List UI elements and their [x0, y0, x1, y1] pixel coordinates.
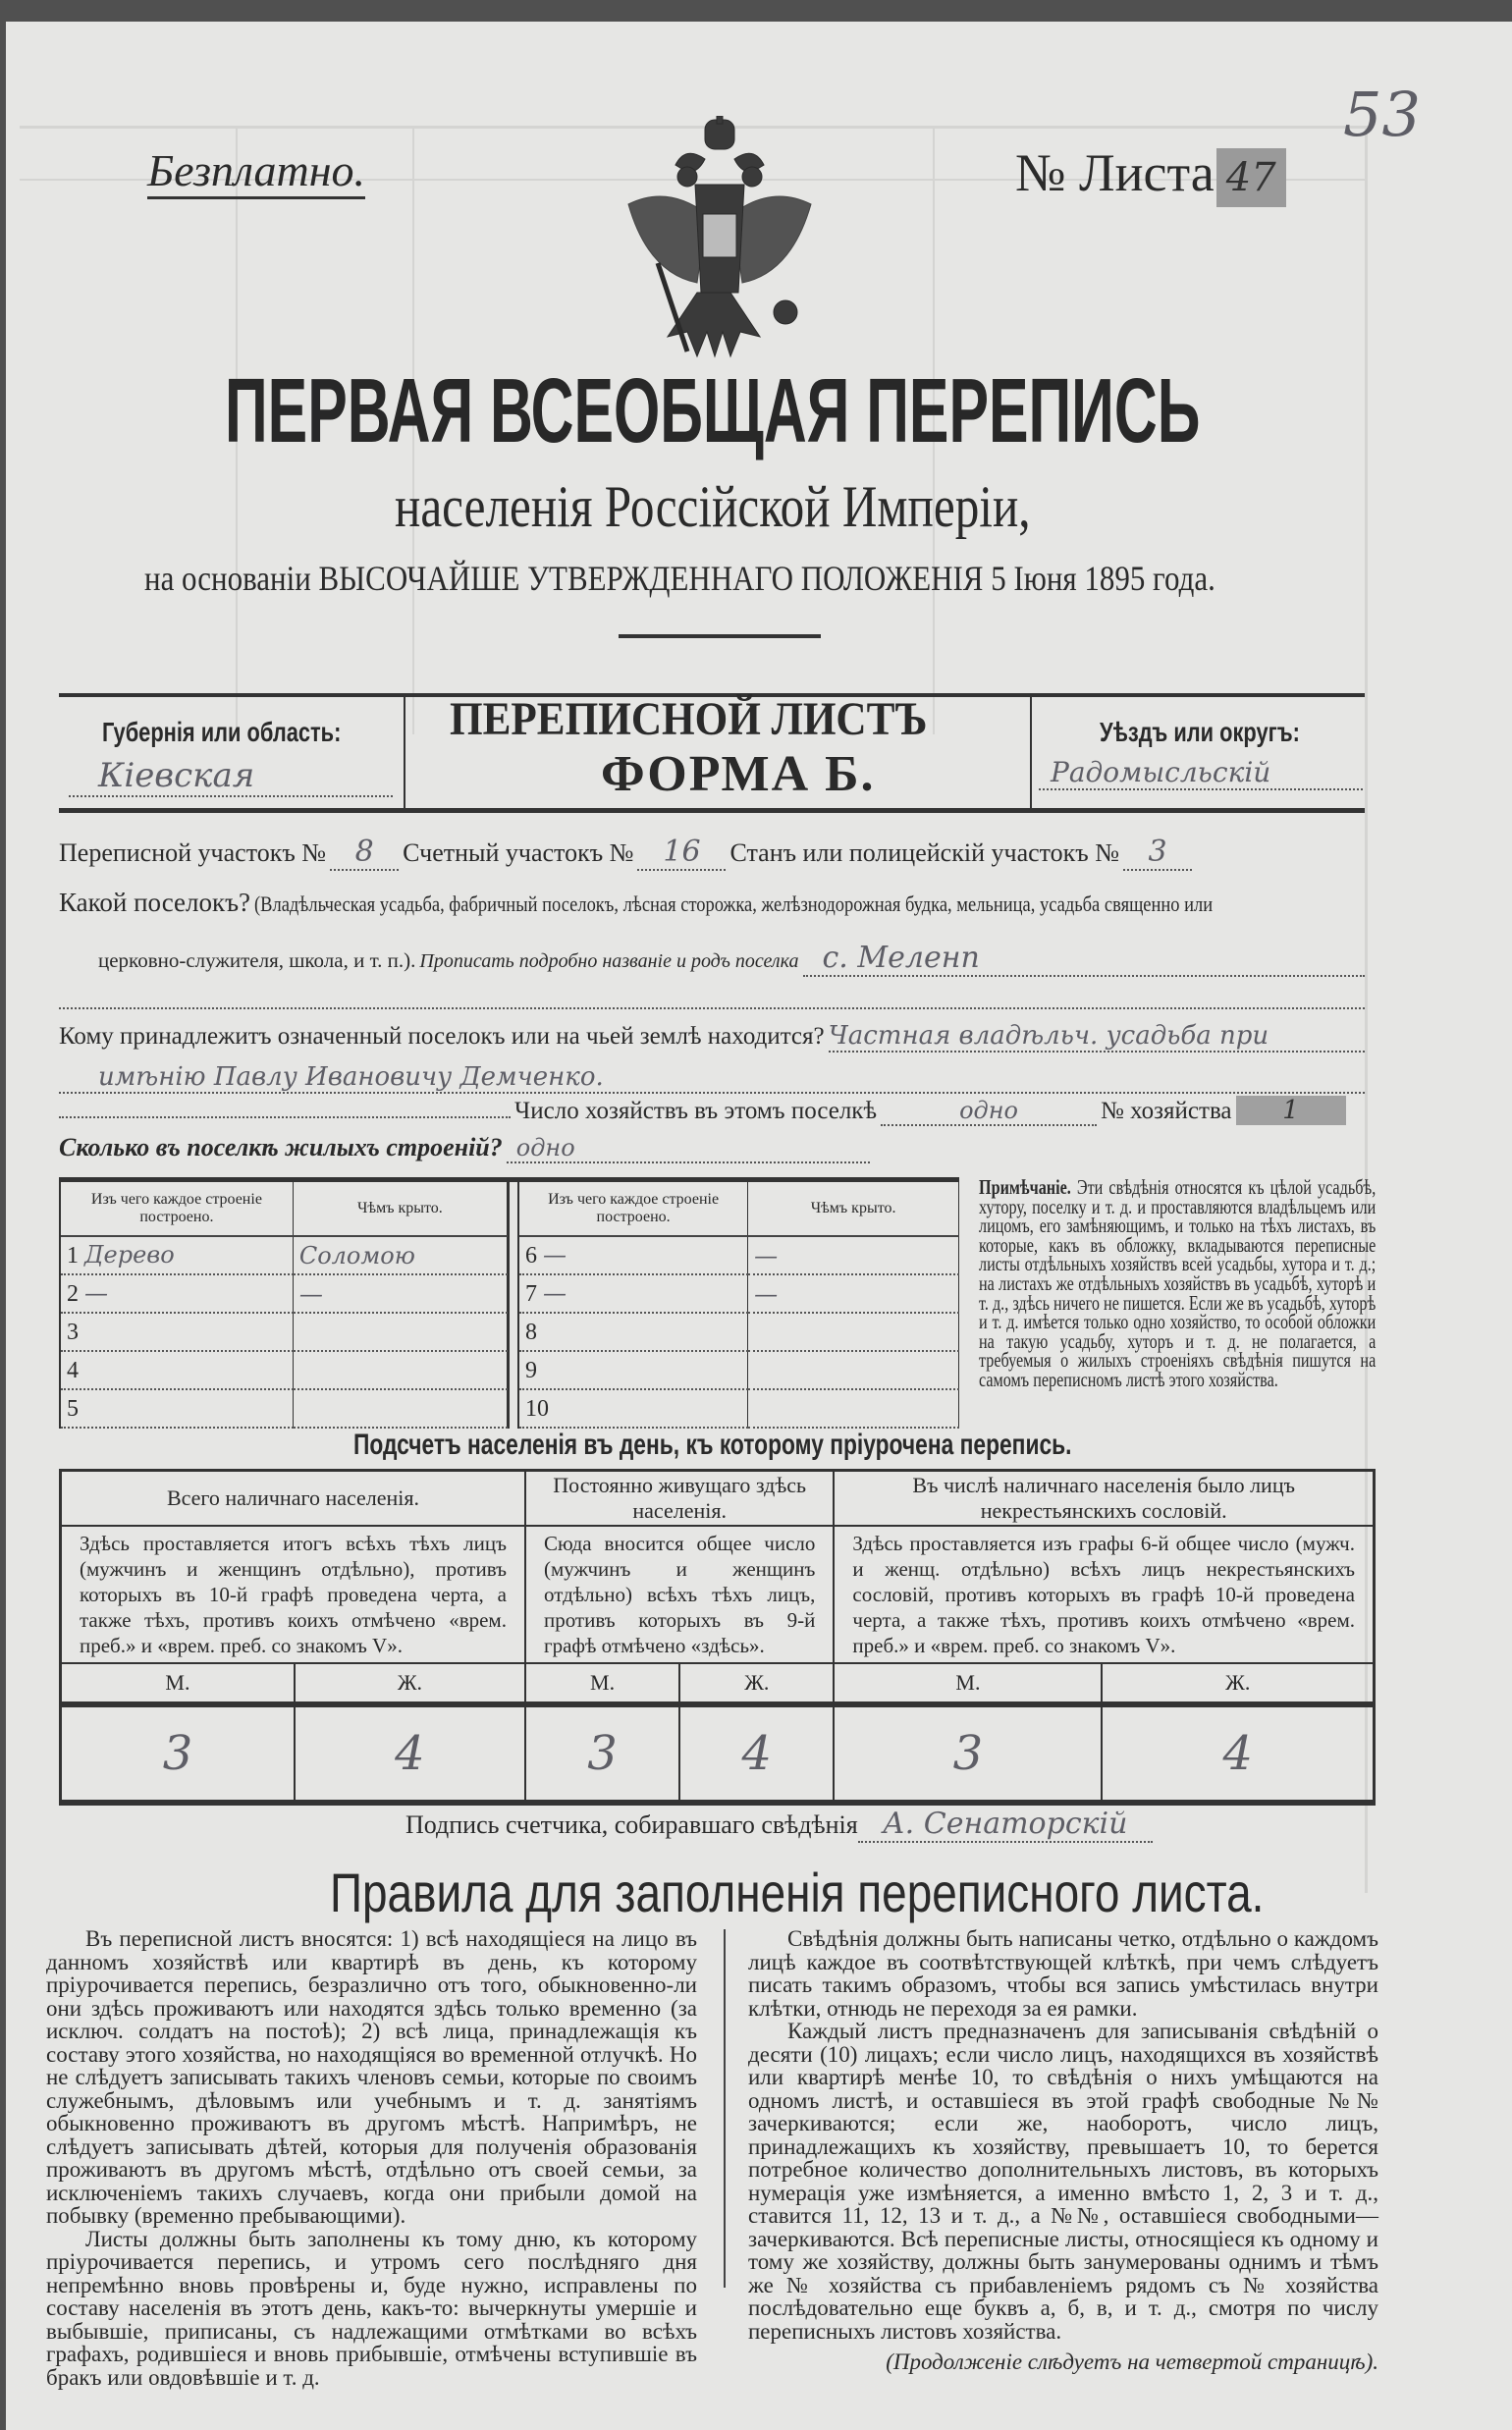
districts-row	[59, 835, 1192, 871]
population-column-description: Здѣсь проставляется изъ графы 6-й общее число (мужч. и женщ. отдѣльно) всѣхъ лицъ некрестьянскихъ сословій, противъ которыхъ въ графѣ 10-й проведена черта, а также тѣхъ, противъ коихъ отмѣчено «врем. преб.» и «врем. преб. со знакомъ V».	[834, 1526, 1374, 1663]
row-number: 5	[67, 1396, 79, 1422]
divider	[59, 808, 1365, 813]
roof-cell: —	[748, 1236, 959, 1274]
population-heading: Подсчетъ населенія въ день, къ которому пріурочена перепись.	[353, 1429, 1072, 1461]
material-cell: —	[542, 1241, 567, 1269]
households-field: одно	[881, 1097, 1097, 1126]
material-cell: —	[542, 1279, 567, 1307]
buildings-field: одно	[507, 1134, 870, 1163]
row-number: 1	[67, 1243, 79, 1269]
buildings-label: Сколько въ поселкѣ жилыхъ строеній?	[59, 1133, 503, 1161]
row-number: 2	[67, 1281, 79, 1307]
rules-right-column	[748, 1927, 1378, 2374]
page-subtitle: населенія Россійской Имперіи,	[395, 474, 1031, 539]
table-row	[61, 1389, 508, 1428]
signature-label: Подпись счетчика, собиравшаго свѣдѣнія	[405, 1810, 858, 1839]
rules-heading: Правила для заполненія переписного листа.	[330, 1862, 1265, 1923]
owner-field: Частная владѣльч. усадьба при	[829, 1021, 1365, 1053]
female-count: 4	[679, 1704, 834, 1803]
police-district-field: 3	[1123, 835, 1192, 871]
households-label: Число хозяйствъ въ этомъ поселкѣ	[514, 1098, 878, 1124]
rules-paragraph: Каждый листъ предназначенъ для записыванія свѣдѣній о десяти (10) лицахъ; если число лицъ, находящихся въ хозяйствѣ или квартирѣ менѣе 10, то свѣдѣнія о нихъ умѣщаются на одномъ листѣ, и оставшіеся въ этой графѣ свободные №№ зачеркиваются; если же, наоборотъ, число лицъ, принадлежащихъ къ хозяйству, превышаетъ 10, то берется потребное количество дополнительныхъ листовъ, въ которыхъ нумерація уже измѣняется, а именно вмѣсто 1, 2, 3 и т. д., ставится 11, 12, 13 и т. д., а №№, оставшіеся свободными—зачеркиваются. Всѣ переписные листы, относящіеся къ одному и тому же хозяйству, должны быть занумерованы однимъ и тѣмъ же № хозяйства съ прибавленіемъ рядомъ съ № хозяйства послѣдовательно еще буквъ а, б, в, и т. д., смотря по числу переписныхъ листовъ хозяйства.	[748, 2019, 1378, 2344]
buildings-table	[59, 1177, 959, 1429]
sheet-number-value: 47	[1216, 148, 1286, 207]
form-name: ФОРМА Б.	[601, 746, 876, 802]
table-row	[519, 1389, 959, 1428]
roof-header: Чѣмъ крыто.	[748, 1182, 959, 1236]
table-row	[519, 1351, 959, 1389]
page-title: ПЕРВАЯ ВСЕОБЩАЯ ПЕРЕПИСЬ	[225, 358, 1201, 461]
note-title: Примѣчаніе.	[979, 1175, 1071, 1199]
province-label: Губернія или область:	[102, 717, 342, 747]
population-table	[59, 1469, 1376, 1806]
table-row	[61, 1351, 508, 1389]
material-header: Изъ чего каждое строеніе построено.	[519, 1182, 748, 1236]
rules-paragraph: Свѣдѣнія должны быть написаны четко, отдѣльно о каждомъ лицѣ каждое въ соотвѣтствующей клѣткѣ, при чемъ слѣдуетъ писать такимъ образомъ, чтобы вся запись умѣстилась внутри клѣтки, отнюдь не переходя за ея рамки.	[748, 1926, 1378, 2021]
row-number: 10	[524, 1396, 549, 1422]
roof-cell	[748, 1389, 959, 1428]
column-divider	[724, 1929, 726, 2288]
material-header: Изъ чего каждое строеніе построено.	[61, 1182, 293, 1236]
buildings-row	[59, 1133, 870, 1163]
owner-field-continued: имѣнію Павлу Ивановичу Демченко.	[59, 1062, 1365, 1094]
table-row	[519, 1313, 959, 1351]
owner-label: Кому принадлежитъ означенный поселокъ или на чьей землѣ находится?	[59, 1023, 825, 1050]
census-district-field: 8	[330, 835, 399, 871]
district-label: Уѣздъ или округъ:	[1100, 717, 1300, 747]
note-text: Эти свѣдѣнія относятся къ цѣлой усадьбѣ, хутору, поселку и т. д. и проставляются владѣльцемъ или лицомъ, его замѣняющимъ, и только на тѣхъ листахъ, въ которые, какъ въ обложку, вкладываются переписные листы отдѣльныхъ хозяйствъ всей усадьбы, хутора и т. д.; на листахъ же отдѣльныхъ хозяйствъ въ усадьбѣ, хуторѣ и т. д., здѣсь ничего не пишется. Если же въ усадьбѣ, хуторѣ и т. д. имѣется только одно хозяйство, то особой обложки на такую усадьбу, хуторъ и т. д. не полагается, а требуемыя о жилыхъ строеніяхъ свѣдѣнія пишутся на самомъ переписномъ листѣ этого хозяйства.	[979, 1175, 1377, 1391]
province-field: Кіевская	[69, 756, 393, 797]
imperial-eagle-emblem-icon	[619, 116, 821, 359]
roof-cell	[748, 1351, 959, 1389]
police-district-label: Станъ или полицейскій участокъ №	[729, 838, 1120, 867]
enumerator-signature: А. Сенаторскій	[858, 1807, 1153, 1843]
buildings-table-left	[61, 1182, 508, 1429]
row-number: 6	[524, 1243, 537, 1269]
female-header: Ж.	[295, 1663, 525, 1704]
material-cell: Дерево	[84, 1241, 175, 1269]
row-number: 4	[67, 1358, 79, 1383]
settlement-field: с. Меленп	[803, 941, 1366, 977]
count-district-label: Счетный участокъ №	[403, 838, 634, 867]
male-count: 3	[525, 1704, 679, 1803]
table-row	[519, 1236, 959, 1274]
signature-row	[405, 1807, 1153, 1843]
roof-cell	[293, 1313, 507, 1351]
archive-page-number: 53	[1343, 79, 1421, 150]
row-number: 9	[524, 1358, 537, 1383]
female-header: Ж.	[1102, 1663, 1374, 1704]
households-row	[59, 1096, 1365, 1126]
row-number: 7	[524, 1281, 537, 1307]
roof-header: Чѣмъ крыто.	[293, 1182, 507, 1236]
blank-line	[59, 1007, 1365, 1009]
roof-cell	[748, 1313, 959, 1351]
female-count: 4	[295, 1704, 525, 1803]
roof-cell: —	[748, 1274, 959, 1313]
count-district-field: 16	[637, 835, 726, 871]
settlement-label: Какой поселокъ?	[59, 888, 251, 917]
row-number: 8	[524, 1320, 537, 1345]
table-row	[61, 1313, 508, 1351]
household-number-label: № хозяйства	[1101, 1098, 1232, 1124]
settlement-hint: (Владѣльческая усадьба, фабричный поселокъ, лѣсная сторожка, желѣзнодорожная будка, мельница, усадьба священно или	[254, 891, 1214, 916]
divider	[1030, 693, 1032, 811]
population-column-title: Всего наличнаго населенія.	[61, 1471, 525, 1527]
household-number-field: 1	[1236, 1096, 1346, 1125]
district-field: Радомысльскій	[1039, 756, 1363, 790]
table-row	[519, 1274, 959, 1313]
female-header: Ж.	[679, 1663, 834, 1704]
roof-cell: Соломою	[293, 1236, 507, 1274]
note	[979, 1175, 1377, 1391]
roof-cell	[293, 1351, 507, 1389]
census-district-label: Переписной участокъ №	[59, 838, 327, 867]
rules-paragraph: Листы должны быть заполнены къ тому дню, къ которому пріурочивается перепись, и утромъ сего послѣдняго дня непремѣнно вновь провѣрены и, буде нужно, исправлены по составу населенія въ этотъ день, какъ-то: вычеркнуты умершіе и выбывшіе, приписаны, съ надлежащими отмѣтками во всѣхъ графахъ, родившіеся и вновь прибывшіе, отмѣчены вступившіе въ бракъ или овдовѣвшіе и т. д.	[46, 2226, 697, 2390]
male-header: М.	[61, 1663, 295, 1704]
male-count: 3	[61, 1704, 295, 1803]
table-row	[61, 1274, 508, 1313]
settlement-hint-italic: Прописать подробно названіе и родъ поселка	[419, 950, 799, 972]
rules-paragraph: Въ переписной листъ вносятся: 1) всѣ находящіеся на лицо въ данномъ хозяйствѣ или квартирѣ въ день, къ которому пріурочивается перепись, безразлично отъ того, обыкновенно-ли они здѣсь проживаютъ или находятся здѣсь только временно (за исключ. солдатъ на постоѣ); 2) всѣ лица, принадлежащія къ составу этого хозяйства, но находящіяся во временной отлучкѣ. Но не слѣдуетъ записывать такихъ членовъ семьи, которые по своимъ служебнымъ, дѣловымъ или учебнымъ и т. д. занятіямъ обыкновенно проживаютъ въ другомъ мѣстѣ. Напримѣръ, не слѣдуетъ записывать дѣтей, которыя для полученія образованія проживаютъ въ другомъ мѣстѣ, отдѣльно отъ своей семьи, за исключеніемъ такихъ случаевъ, когда они прибыли домой на побывку (временно пребывающими).	[46, 1926, 697, 2228]
population-column-title: Въ числѣ наличнаго населенія было лицъ некрестьянскихъ сословій.	[834, 1471, 1374, 1527]
male-count: 3	[834, 1704, 1102, 1803]
male-header: М.	[834, 1663, 1102, 1704]
continuation-note: (Продолженіе слѣдуетъ на четвертой страницѣ).	[886, 2349, 1378, 2374]
settlement-row-2	[98, 941, 1365, 977]
population-column-description: Здѣсь проставляется итогъ всѣхъ тѣхъ лицъ (мужчинъ и женщинъ отдѣльно), противъ которыхъ въ 10-й графѣ проведена черта, а также тѣхъ, противъ коихъ отмѣчено «врем. преб.» и «врем. преб. со знакомъ V».	[61, 1526, 525, 1663]
sheet-title: ПЕРЕПИСНОЙ ЛИСТЪ	[450, 693, 928, 745]
female-count: 4	[1102, 1704, 1374, 1803]
table-row	[61, 1236, 508, 1274]
divider	[404, 693, 405, 811]
settlement-hint: церковно-служителя, школа, и т. п.).	[98, 948, 416, 972]
settlement-row	[59, 888, 1365, 918]
sheet-number-label: № Листа	[1015, 143, 1215, 202]
roof-cell	[293, 1389, 507, 1428]
row-number: 3	[67, 1320, 79, 1345]
sheet-number	[1015, 143, 1286, 207]
free-of-charge-label: Безплатно.	[147, 145, 365, 199]
male-header: М.	[525, 1663, 679, 1704]
owner-row	[59, 1021, 1365, 1053]
legal-basis-line: на основаніи ВЫСОЧАЙШЕ УТВЕРЖДЕННАГО ПОЛОЖЕНІЯ 5 Іюня 1895 года.	[144, 559, 1215, 598]
population-column-description: Сюда вносится общее число (мужчинъ и женщинъ отдѣльно) всѣхъ тѣхъ лицъ, противъ которыхъ въ 9-й графѣ отмѣчено «здѣсь».	[525, 1526, 834, 1663]
roof-cell: —	[293, 1274, 507, 1313]
divider	[619, 634, 821, 638]
rules-left-column	[46, 1927, 697, 2389]
material-cell: —	[84, 1279, 108, 1307]
buildings-table-right	[519, 1182, 959, 1429]
population-column-title: Постоянно живущаго здѣсь населенія.	[525, 1471, 834, 1527]
